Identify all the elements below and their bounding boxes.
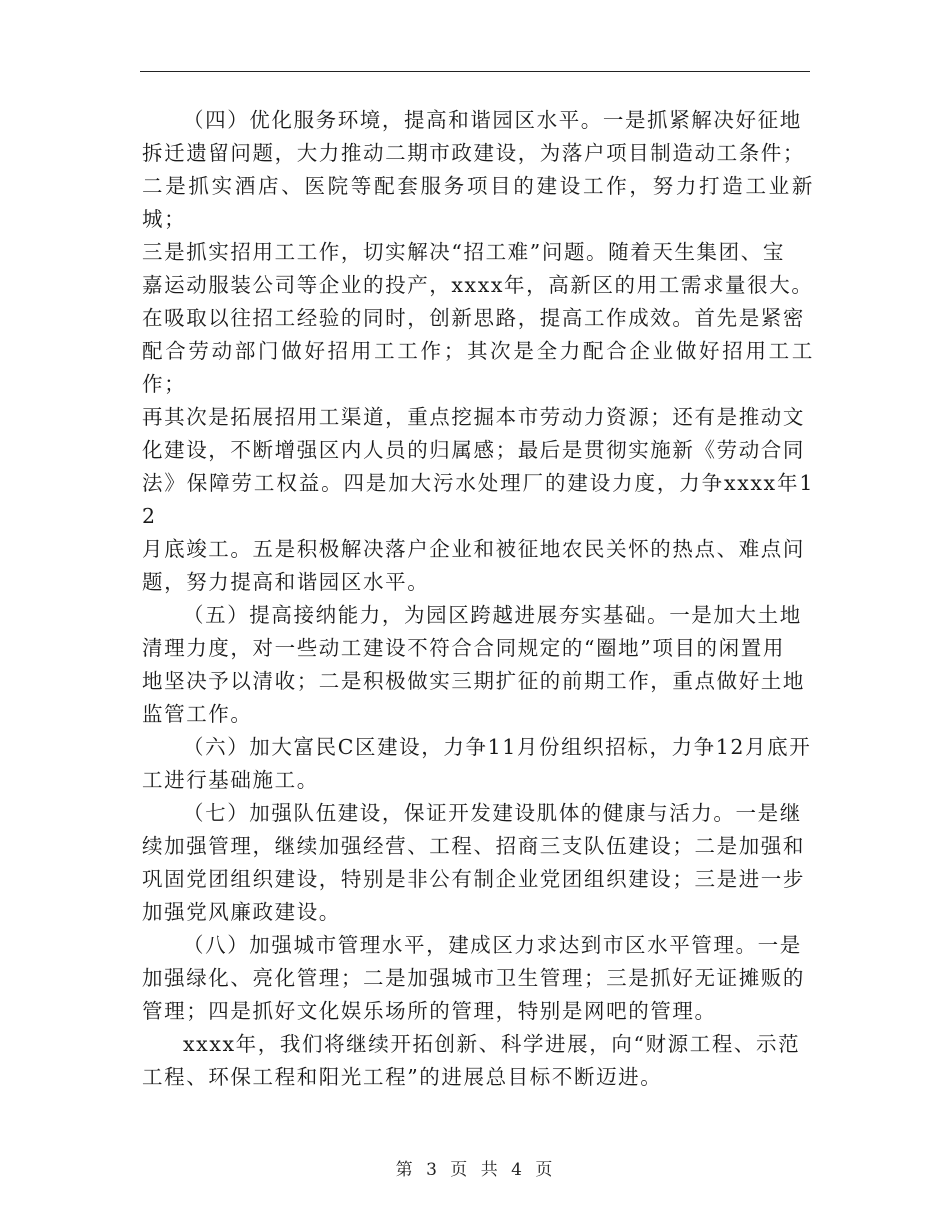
text-line: 二是抓实酒店、医院等配套服务项目的建设工作，努力打造工业新城； bbox=[142, 174, 814, 231]
text-line: 三是抓实招用工工作，切实解决“招工难”问题。随着天生集团、宝 bbox=[142, 240, 785, 264]
text-line: 配合劳动部门做好招用工工作；其次是全力配合企业做好招用工工作； bbox=[142, 339, 814, 396]
text-line: 加强绿化、亮化管理；二是加强城市卫生管理；三是抓好无证摊贩的 bbox=[142, 966, 805, 990]
text-line: （五）提高接纳能力，为园区跨越进展夯实基础。一是加大土地 bbox=[183, 603, 802, 627]
text-line: 续加强管理，继续加强经营、工程、招商三支队伍建设；二是加强和 bbox=[142, 834, 805, 858]
footer-label-ye2: 页 bbox=[535, 1160, 555, 1180]
document-body bbox=[142, 104, 814, 1094]
text-line: 加强党风廉政建设。 bbox=[142, 900, 341, 924]
paragraph-8 bbox=[142, 929, 814, 1028]
text-line: 巩固党团组织建设，特别是非公有制企业党团组织建设；三是进一步 bbox=[142, 867, 805, 891]
text-line: 监管工作。 bbox=[142, 702, 253, 726]
text-line: 法》保障劳工权益。四是加大污水处理厂的建设力度，力争xxxx年12 bbox=[142, 471, 814, 528]
paragraph-4 bbox=[142, 104, 814, 599]
current-page-number: 3 bbox=[426, 1160, 439, 1180]
text-line: （六）加大富民C区建设，力争11月份组织招标，力争12月底开 bbox=[183, 735, 812, 759]
header-rule bbox=[140, 71, 810, 72]
text-line: 工程、环保工程和阳光工程”的进展总目标不断迈进。 bbox=[142, 1065, 663, 1089]
text-line: （四）优化服务环境，提高和谐园区水平。一是抓紧解决好征地 bbox=[183, 108, 802, 132]
text-line: 月底竣工。五是积极解决落户企业和被征地农民关怀的热点、难点问 bbox=[142, 537, 805, 561]
text-line: 管理；四是抓好文化娱乐场所的管理，特别是网吧的管理。 bbox=[142, 999, 717, 1023]
paragraph-closing bbox=[142, 1028, 814, 1094]
paragraph-7 bbox=[142, 797, 814, 929]
text-line: 清理力度，对一些动工建设不符合合同规定的“圈地”项目的闲置用 bbox=[142, 636, 785, 660]
text-line: 在吸取以往招工经验的同时，创新思路，提高工作成效。首先是紧密 bbox=[142, 306, 805, 330]
text-line: （七）加强队伍建设，保证开发建设肌体的健康与活力。一是继 bbox=[183, 801, 802, 825]
text-line: 嘉运动服装公司等企业的投产，xxxx年，高新区的用工需求量很大。 bbox=[142, 273, 814, 297]
text-line: 地坚决予以清收；二是积极做实三期扩征的前期工作，重点做好土地 bbox=[142, 669, 805, 693]
text-line: 化建设，不断增强区内人员的归属感；最后是贯彻实施新《劳动合同 bbox=[142, 438, 805, 462]
footer-label-gong: 共 bbox=[480, 1160, 500, 1180]
text-line: （八）加强城市管理水平，建成区力求达到市区水平管理。一是 bbox=[183, 933, 802, 957]
footer-label-di: 第 bbox=[395, 1160, 415, 1180]
footer-label-ye: 页 bbox=[450, 1160, 470, 1180]
text-line: 再其次是拓展招用工渠道，重点挖掘本市劳动力资源；还有是推动文 bbox=[142, 405, 805, 429]
text-line: xxxx年，我们将继续开拓创新、科学进展，向“财源工程、示范 bbox=[183, 1032, 801, 1056]
text-line: 拆迁遗留问题，大力推动二期市政建设，为落户项目制造动工条件； bbox=[142, 141, 805, 165]
total-page-number: 4 bbox=[511, 1160, 524, 1180]
text-line: 题，努力提高和谐园区水平。 bbox=[142, 570, 430, 594]
paragraph-5 bbox=[142, 599, 814, 731]
text-line: 工进行基础施工。 bbox=[142, 768, 319, 792]
page-footer bbox=[0, 1155, 950, 1180]
paragraph-6 bbox=[142, 731, 814, 797]
